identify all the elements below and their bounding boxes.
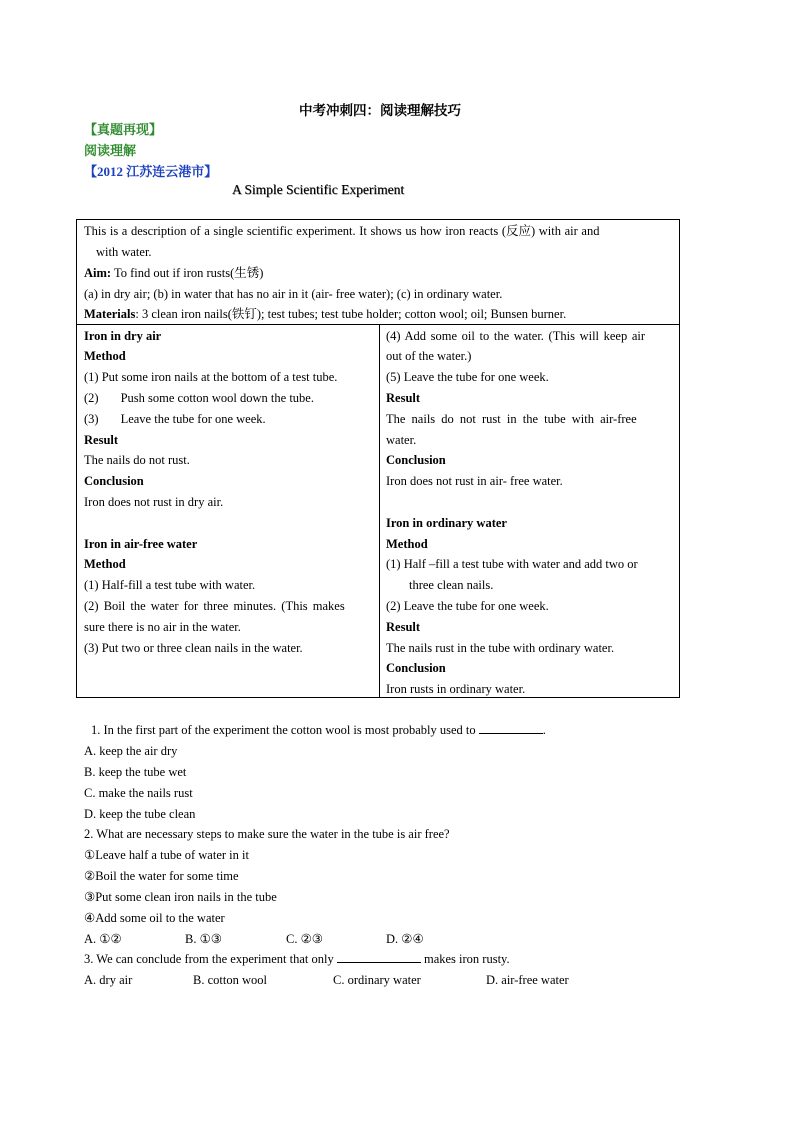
question-3: 3. We can conclude from the experiment that only makes iron rusty.	[84, 952, 510, 966]
aim-line	[84, 265, 263, 281]
airfree-result-label: Result	[386, 391, 421, 405]
dry-result: The nails do not rust.	[84, 453, 190, 467]
q1-option-d: D. keep the tube clean	[84, 807, 196, 821]
q3-option-c: C. ordinary water	[333, 973, 421, 987]
q2-option-c: C. ②③	[286, 932, 323, 946]
aim-label: Aim:	[84, 266, 112, 280]
airfree-method-step-2a: (2) Boil the water for three minutes. (This makes	[84, 599, 345, 613]
q3-option-d: D. air-free water	[486, 973, 569, 987]
ordinary-method-label: Method	[386, 537, 428, 551]
answer-blank-1	[479, 733, 543, 734]
ordinary-method-step-2: (2) Leave the tube for one week.	[386, 599, 549, 613]
intro-line-2: with water.	[96, 245, 152, 259]
section-tag-real-exam: 【真题再现】	[84, 122, 163, 137]
ordinary-result: The nails rust in the tube with ordinary water.	[386, 641, 615, 655]
q2-step-1: ①Leave half a tube of water in it	[84, 848, 249, 862]
q1-option-a: A. keep the air dry	[84, 744, 178, 758]
airfree-method-step-1: (1) Half-fill a test tube with water.	[84, 578, 256, 592]
aim-conditions: (a) in dry air; (b) in water that has no air in it (air- free water); (c) in ordinary water.	[84, 287, 503, 301]
q2-step-3: ③Put some clean iron nails in the tube	[84, 890, 277, 904]
q2-option-a: A. ①②	[84, 932, 122, 946]
q1-option-b: B. keep the tube wet	[84, 765, 187, 779]
intro-line-1: This is a description of a single scientific experiment. It shows us how iron reacts (反应) with air and	[84, 224, 600, 238]
passage-title: A Simple Scientific Experiment	[232, 182, 405, 197]
airfree-method-step-3: (3) Put two or three clean nails in the water.	[84, 641, 303, 655]
q2-option-b: B. ①③	[185, 932, 222, 946]
materials-text: : 3 clean iron nails(铁钉); test tubes; test tube holder; cotton wool; oil; Bunsen burner.	[135, 307, 567, 321]
airfree-result-b: water.	[386, 433, 417, 447]
page-title: 中考冲刺四：阅读理解技巧	[299, 103, 461, 118]
dry-method-step-3: (3) Leave the tube for one week.	[84, 412, 266, 426]
answer-blank-3	[337, 962, 421, 963]
airfree-method-step-2b: sure there is no air in the water.	[84, 620, 241, 634]
ordinary-result-label: Result	[386, 620, 421, 634]
dry-method-step-2: (2) Push some cotton wool down the tube.	[84, 391, 314, 405]
airfree-method-step-5: (5) Leave the tube for one week.	[386, 370, 549, 384]
question-2: 2. What are necessary steps to make sure the water in the tube is air free?	[84, 827, 450, 841]
source-tag: 【2012 江苏连云港市】	[84, 164, 218, 179]
dry-method-label: Method	[84, 349, 126, 363]
q2-step-4: ④Add some oil to the water	[84, 911, 225, 925]
airfree-heading: Iron in air-free water	[84, 537, 198, 551]
q3-option-b: B. cotton wool	[193, 973, 267, 987]
airfree-method-step-4b: out of the water.)	[386, 349, 472, 363]
q1-option-c: C. make the nails rust	[84, 786, 193, 800]
table-divider-vertical	[379, 324, 380, 697]
experiment-table	[76, 219, 680, 698]
dry-conclusion-label: Conclusion	[84, 474, 144, 488]
airfree-result-a: The nails do not rust in the tube with air-free	[386, 412, 637, 426]
airfree-conclusion: Iron does not rust in air- free water.	[386, 474, 563, 488]
dry-heading: Iron in dry air	[84, 329, 162, 343]
airfree-method-label: Method	[84, 557, 126, 571]
ordinary-method-step-1a: (1) Half –fill a test tube with water and add two or	[386, 557, 638, 571]
airfree-conclusion-label: Conclusion	[386, 453, 446, 467]
section-tag-reading: 阅读理解	[84, 143, 137, 158]
dry-conclusion: Iron does not rust in dry air.	[84, 495, 224, 509]
question-1: 1. In the first part of the experiment the cotton wool is most probably used to .	[91, 723, 546, 737]
q3-option-a: A. dry air	[84, 973, 133, 987]
materials-line	[84, 306, 566, 322]
materials-label: Materials	[84, 307, 136, 321]
dry-method-step-1: (1) Put some iron nails at the bottom of a test tube.	[84, 370, 338, 384]
ordinary-conclusion-label: Conclusion	[386, 661, 446, 675]
q2-step-2: ②Boil the water for some time	[84, 869, 239, 883]
aim-text: To find out if iron rusts(生锈)	[111, 266, 264, 280]
ordinary-conclusion: Iron rusts in ordinary water.	[386, 682, 526, 696]
dry-result-label: Result	[84, 433, 119, 447]
ordinary-method-step-1b: three clean nails.	[409, 578, 494, 592]
table-divider-horizontal	[77, 324, 679, 325]
q2-option-d: D. ②④	[386, 932, 424, 946]
ordinary-heading: Iron in ordinary water	[386, 516, 507, 530]
airfree-method-step-4a: (4) Add some oil to the water. (This will keep air	[386, 329, 646, 343]
